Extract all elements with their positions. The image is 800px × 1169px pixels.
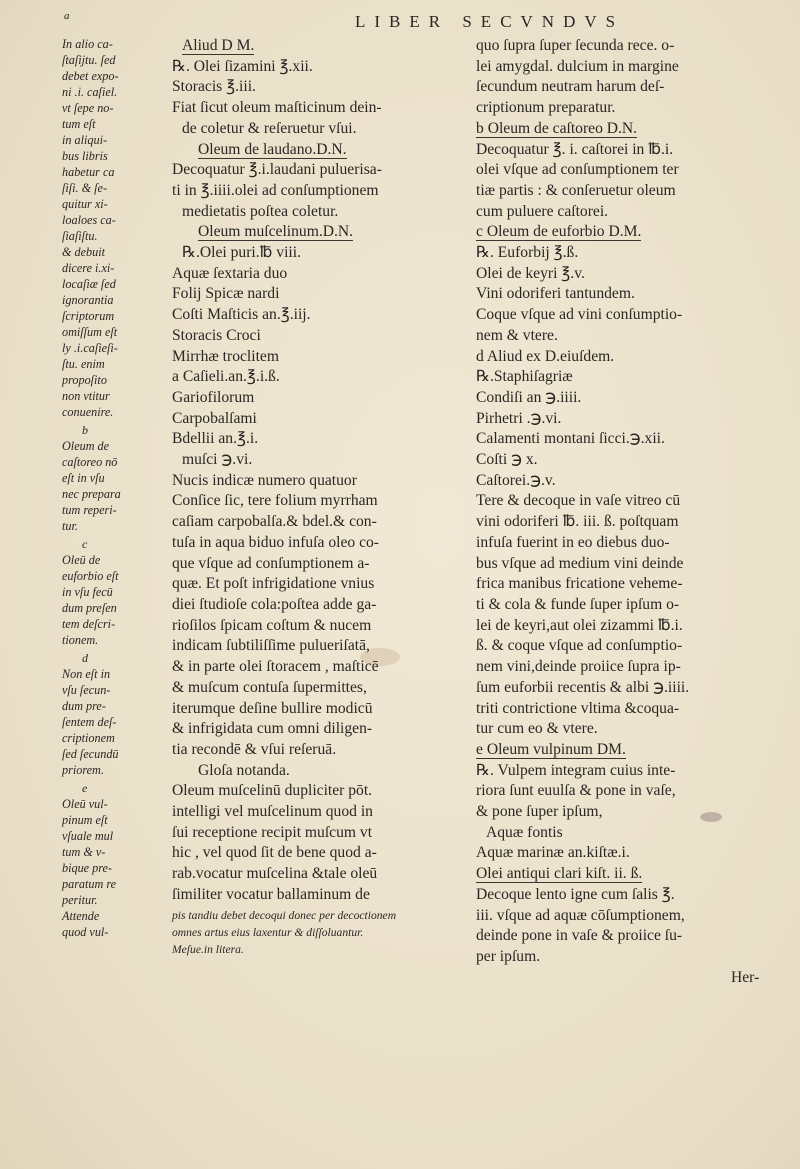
margin-note-line: vſuale mul — [62, 829, 114, 843]
margin-note-line: Oleū vul- — [62, 797, 108, 811]
text-line: infuſa fuerint in eo diebus duo- — [476, 533, 670, 551]
margin-note-line: bus libris — [62, 149, 108, 163]
text-line: Calamenti montani ſicci.℈.xii. — [476, 430, 665, 448]
footnote-line: Meſue.in litera. — [172, 942, 244, 956]
text-line: Mirrhæ troclitem — [172, 347, 279, 365]
text-line: tiæ partis : & conſeruetur oleum — [476, 181, 676, 199]
text-line: & infrigidata cum omni diligen- — [172, 720, 373, 738]
text-line — [476, 740, 776, 761]
text-line: ſimiliter vocatur ballaminum de — [172, 885, 370, 903]
margin-note-line: bique pre- — [62, 861, 112, 875]
text-line: Gloſa notanda. — [198, 761, 290, 779]
text-line: ℞.Olei puri.℔ viii. — [182, 244, 301, 262]
text-line: caſiam carpobalſa.& bdel.& con- — [172, 513, 377, 531]
text-line: ſui receptione recipit muſcum vt — [172, 823, 373, 841]
margin-note-line: tur. — [62, 519, 78, 533]
text-line: rab.vocatur muſcelina &tale oleū — [172, 865, 378, 883]
text-line: Aquæ marinæ an.kiſtæ.i. — [476, 844, 630, 862]
text-line: Olei de keyri ℥.v. — [476, 264, 585, 282]
margin-note-line: omiſſum eſt — [62, 325, 118, 339]
text-line: intelligi vel muſcelinum quod in — [172, 803, 373, 821]
heading-text: Olei antiqui clari kiſt. ii. ß. — [476, 865, 643, 883]
text-line — [172, 222, 464, 243]
margin-note-line: In alio ca- — [62, 37, 113, 51]
margin-note-line: pinum eſt — [62, 813, 108, 827]
margin-note-line: eſt in vſu — [62, 471, 105, 485]
margin-note-line: dum pre- — [62, 699, 106, 713]
text-line: Nucis indicæ numero quatuor — [172, 471, 357, 489]
margin-note-letter: b — [82, 423, 88, 437]
margin-note-line: ſcriptorum — [62, 309, 115, 323]
text-line: ſecundum neutram harum deſ- — [476, 78, 665, 96]
heading-text: e Oleum vulpinum DM. — [476, 740, 626, 758]
margin-note-line: Non eſt in — [62, 667, 111, 681]
heading-text: Oleum de laudano.D.N. — [198, 140, 347, 158]
text-line: ti in ℥.iiii.olei ad conſumptionem — [172, 181, 379, 199]
text-line: nem vini,deinde proiice ſupra ip- — [476, 658, 681, 676]
text-line: frica manibus fricatione veheme- — [476, 575, 683, 593]
heading-text: Aliud D M. — [182, 37, 255, 54]
heading-text: c Oleum de euforbio D.M. — [476, 223, 642, 241]
margin-note-line: dicere i.xi- — [62, 261, 115, 275]
text-line: Oleum muſcelinū dupliciter pōt. — [172, 782, 373, 800]
margin-note-line: debet expo- — [62, 69, 119, 83]
heading-text: b Oleum de caſtoreo D.N. — [476, 119, 638, 137]
text-line: iii. vſque ad aquæ cōſumptionem, — [476, 906, 685, 924]
marginal-notes-column — [62, 36, 170, 942]
text-line: Bdellii an.℥.i. — [172, 430, 259, 448]
text-line — [476, 222, 776, 243]
text-line: Coſti Maſticis an.℥.iij. — [172, 306, 311, 324]
text-line: quo ſupra ſuper ſecunda rece. o- — [476, 37, 675, 54]
text-line: lei de keyri,aut olei zizammi ℔.i. — [476, 616, 683, 634]
text-line: Tere & decoque in vaſe vitreo cū — [476, 492, 681, 510]
margin-note — [62, 650, 170, 778]
margin-note-line: tum & v- — [62, 845, 106, 859]
margin-note-line: tum reperi- — [62, 503, 117, 517]
text-line: de coletur & reſeruetur vſui. — [182, 119, 357, 137]
text-line: que vſque ad conſumptionem a- — [172, 554, 370, 572]
margin-note-line: priorem. — [62, 763, 104, 777]
margin-note-line: loaloes ca- — [62, 213, 116, 227]
text-line: & in parte olei ſtoracem , maſticē — [172, 658, 379, 676]
margin-note-line: vſu ſecun- — [62, 683, 111, 697]
catchword: Her- — [731, 968, 760, 986]
margin-note-line: & debuit — [62, 245, 105, 259]
text-line: nem & vtere. — [476, 326, 558, 344]
text-line: ℞.Staphiſagriæ — [476, 368, 573, 386]
margin-note-line: Oleum de — [62, 439, 110, 453]
text-line: indicam ſubtiliſſime pulueriſatā, — [172, 637, 370, 655]
text-line: ß. & coque vſque ad conſumptio- — [476, 637, 683, 655]
text-line: cum puluere caſtorei. — [476, 202, 609, 220]
margin-note-line: ſentem deſ- — [62, 715, 117, 729]
text-line: bus vſque ad medium vini deinde — [476, 554, 684, 572]
margin-note-line: ſed ſecundū — [62, 747, 119, 761]
margin-note-line: tum eſt — [62, 117, 96, 131]
text-line: d Aliud ex D.eiuſdem. — [476, 347, 615, 365]
margin-note-line: dum preſen — [62, 601, 117, 615]
text-line: Aquæ ſextaria duo — [172, 264, 288, 282]
text-line: Carpobalſami — [172, 409, 257, 427]
middle-text-column — [172, 36, 464, 957]
running-head: LIBER SECVNDVS — [355, 12, 625, 31]
text-line: Decoquatur ℥.i.laudani puluerisa- — [172, 161, 382, 179]
margin-note-line: euforbio eſt — [62, 569, 119, 583]
text-line: medietatis poſtea coletur. — [182, 202, 339, 220]
margin-note-line: vt ſepe no- — [62, 101, 114, 115]
text-line: Decoquatur ℥. i. caſtorei in ℔.i. — [476, 140, 674, 158]
margin-note-line: in aliqui- — [62, 133, 108, 147]
text-line: a Caſieli.an.℥.i.ß. — [172, 368, 280, 386]
margin-note-letter: d — [82, 651, 88, 665]
text-line: Coque vſque ad vini conſumptio- — [476, 306, 683, 324]
text-line: hic , vel quod ſit de bene quod a- — [172, 844, 377, 862]
margin-note-line: ſtaſijtu. ſed — [62, 53, 116, 67]
margin-note-line: locaſiæ ſed — [62, 277, 116, 291]
margin-note-line: ignorantia — [62, 293, 114, 307]
text-line: Vini odoriferi tantundem. — [476, 285, 635, 303]
text-line: & muſcum contuſa ſupermittes, — [172, 678, 367, 696]
text-line: Condiſi an ℈.iiii. — [476, 388, 582, 406]
margin-note-line: conuenire. — [62, 405, 114, 419]
heading-text: Oleum muſcelinum.D.N. — [198, 223, 354, 241]
text-line: per ipſum. — [476, 947, 541, 965]
margin-note-line: tem deſcri- — [62, 617, 116, 631]
text-line — [172, 36, 464, 57]
text-line: tuſa in aqua biduo infuſa oleo co- — [172, 533, 379, 551]
margin-note-line: nec prepara — [62, 487, 121, 501]
text-line: Gariofilorum — [172, 388, 255, 406]
text-line: Folij Spicæ nardi — [172, 285, 280, 303]
text-line: olei vſque ad conſumptionem ter — [476, 161, 679, 179]
text-line: criptionum preparatur. — [476, 99, 616, 117]
margin-note-line: habetur ca — [62, 165, 115, 179]
margin-note-line: propoſito — [62, 373, 107, 387]
right-text-column — [476, 36, 776, 988]
margin-note — [62, 422, 170, 534]
text-line: riora ſunt euulſa & pone in vaſe, — [476, 782, 676, 800]
text-line: ℞. Olei ſizamini ℥.xii. — [172, 57, 313, 75]
text-line: Conſice ſic, tere folium myrrham — [172, 492, 378, 510]
margin-note-line: criptionem — [62, 731, 115, 745]
margin-note-line: in vſu fecū — [62, 585, 113, 599]
text-line: diei ſtudioſe cola:poſtea adde ga- — [172, 595, 377, 613]
margin-note — [62, 536, 170, 648]
text-line: muſci ℈.vi. — [182, 451, 253, 469]
margin-note — [62, 36, 170, 420]
margin-note-line: ſtu. enim — [62, 357, 105, 371]
footnote-line: pis tandiu debet decoqui donec per decoctionem — [172, 908, 397, 922]
text-line: vini odoriferi ℔. iii. ß. poſtquam — [476, 513, 679, 531]
text-line — [476, 864, 776, 885]
text-line: Aquæ fontis — [486, 823, 563, 841]
text-line: & pone ſuper ipſum, — [476, 803, 603, 821]
text-line: ſum euforbii recentis & albi ℈.iiii. — [476, 678, 690, 696]
text-line — [476, 119, 776, 140]
folio-signature: a — [64, 10, 70, 22]
margin-note-line: Oleū de — [62, 553, 101, 567]
margin-note-line: ni .i. caſiel. — [62, 85, 118, 99]
text-line: ti & cola & funde ſuper ipſum o- — [476, 595, 680, 613]
margin-note-line: ſiaſiſtu. — [62, 229, 98, 243]
margin-note-line: ſiſi. & ſe- — [62, 181, 108, 195]
text-line: deinde pone in vaſe & proiice ſu- — [476, 927, 683, 945]
margin-note-line: quod vul- — [62, 925, 109, 939]
text-line: rioſilos ſpicam coſtum & nucem — [172, 616, 372, 634]
margin-note-line: peritur. — [62, 893, 98, 907]
margin-note-line: non vtitur — [62, 389, 110, 403]
text-line: Caſtorei.℈.v. — [476, 471, 556, 489]
text-line: lei amygdal. dulcium in margine — [476, 57, 679, 75]
margin-note-letter: c — [82, 537, 88, 551]
margin-note-line: caſtoreo nō — [62, 455, 118, 469]
margin-note-line: ly .i.caſieſi- — [62, 341, 118, 355]
text-line: ℞. Euforbij ℥.ß. — [476, 244, 579, 262]
text-line: Storacis ℥.iii. — [172, 78, 256, 96]
text-line: Coſti ℈ x. — [476, 451, 538, 469]
margin-note — [62, 780, 170, 940]
text-line: iterumque deſine bullire modicū — [172, 699, 373, 717]
text-line: Storacis Croci — [172, 326, 261, 344]
margin-note-letter: e — [82, 781, 88, 795]
text-line: Pirhetri .℈.vi. — [476, 409, 562, 427]
margin-note-line: quitur xi- — [62, 197, 108, 211]
text-line — [172, 140, 464, 161]
margin-note-line: paratum re — [62, 877, 117, 891]
margin-note-line: Attende — [62, 909, 100, 923]
text-line: Decoque lento igne cum ſalis ℥. — [476, 885, 675, 903]
text-line: triti contrictione vltima &coqua- — [476, 699, 680, 717]
text-line: ℞. Vulpem integram cuius inte- — [476, 761, 676, 779]
footnote-line: omnes artus eius laxentur & diſſoluantur. — [172, 925, 364, 939]
text-line: tia recondē & vſui reſeruā. — [172, 740, 337, 758]
margin-note-line: tionem. — [62, 633, 99, 647]
text-line: tur cum eo & vtere. — [476, 720, 598, 738]
text-line: Fiat ſicut oleum maſticinum dein- — [172, 99, 382, 117]
text-line: quæ. Et poſt infrigidatione vnius — [172, 575, 375, 593]
